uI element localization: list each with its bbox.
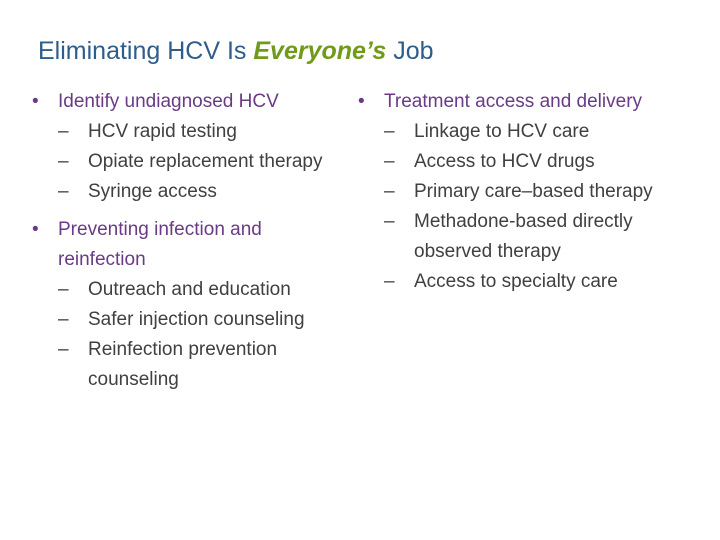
- subitem-label: Opiate replacement therapy: [88, 151, 323, 172]
- bullet-label: Preventing infection and reinfection: [58, 219, 262, 270]
- subitem-reinfection-prevention: [30, 335, 350, 395]
- dash-icon: –: [58, 181, 69, 202]
- dash-icon: –: [384, 181, 395, 202]
- subitem-label: HCV rapid testing: [88, 121, 237, 142]
- subitem-opiate-replacement: [30, 147, 350, 177]
- bullet-icon: •: [358, 91, 365, 112]
- subitem-label: Outreach and education: [88, 279, 291, 300]
- subitem-outreach: [30, 275, 350, 305]
- subitem-label: Access to specialty care: [414, 271, 618, 292]
- subitem-label: Linkage to HCV care: [414, 121, 590, 142]
- subitem-syringe-access: [30, 177, 350, 207]
- dash-icon: –: [58, 309, 69, 330]
- dash-icon: –: [58, 339, 69, 360]
- right-column: [356, 87, 706, 297]
- subitem-access-drugs: [356, 147, 706, 177]
- dash-icon: –: [384, 121, 395, 142]
- bullet-icon: •: [32, 91, 39, 112]
- subitem-label: Reinfection prevention counseling: [88, 339, 278, 390]
- dash-icon: –: [384, 211, 395, 232]
- dash-icon: –: [58, 151, 69, 172]
- subitem-label: Access to HCV drugs: [414, 151, 595, 172]
- bullet-identify-undiagnosed: [30, 87, 350, 117]
- left-column: [30, 87, 350, 395]
- bullet-icon: •: [32, 219, 39, 240]
- dash-icon: –: [58, 279, 69, 300]
- title-text: Eliminating HCV Is: [38, 37, 254, 65]
- subitem-specialty-care: [356, 267, 706, 297]
- subitem-rapid-testing: [30, 117, 350, 147]
- dash-icon: –: [384, 151, 395, 172]
- subitem-label: Methadone-based directly observed therapy: [414, 211, 633, 262]
- bullet-label: Treatment access and delivery: [384, 91, 643, 112]
- bullet-label: Identify undiagnosed HCV: [58, 91, 279, 112]
- slide-title: [38, 36, 434, 66]
- title-text-end: Job: [386, 37, 434, 65]
- bullet-treatment-access: [356, 87, 706, 117]
- subitem-label: Syringe access: [88, 181, 217, 202]
- subitem-label: Safer injection counseling: [88, 309, 305, 330]
- subitem-label: Primary care–based therapy: [414, 181, 653, 202]
- subitem-methadone: [356, 207, 706, 267]
- subitem-safer-injection: [30, 305, 350, 335]
- bullet-preventing-infection: [30, 215, 350, 275]
- dash-icon: –: [58, 121, 69, 142]
- subitem-linkage: [356, 117, 706, 147]
- title-emphasis: Everyone’s: [253, 37, 387, 65]
- dash-icon: –: [384, 271, 395, 292]
- subitem-primary-care: [356, 177, 706, 207]
